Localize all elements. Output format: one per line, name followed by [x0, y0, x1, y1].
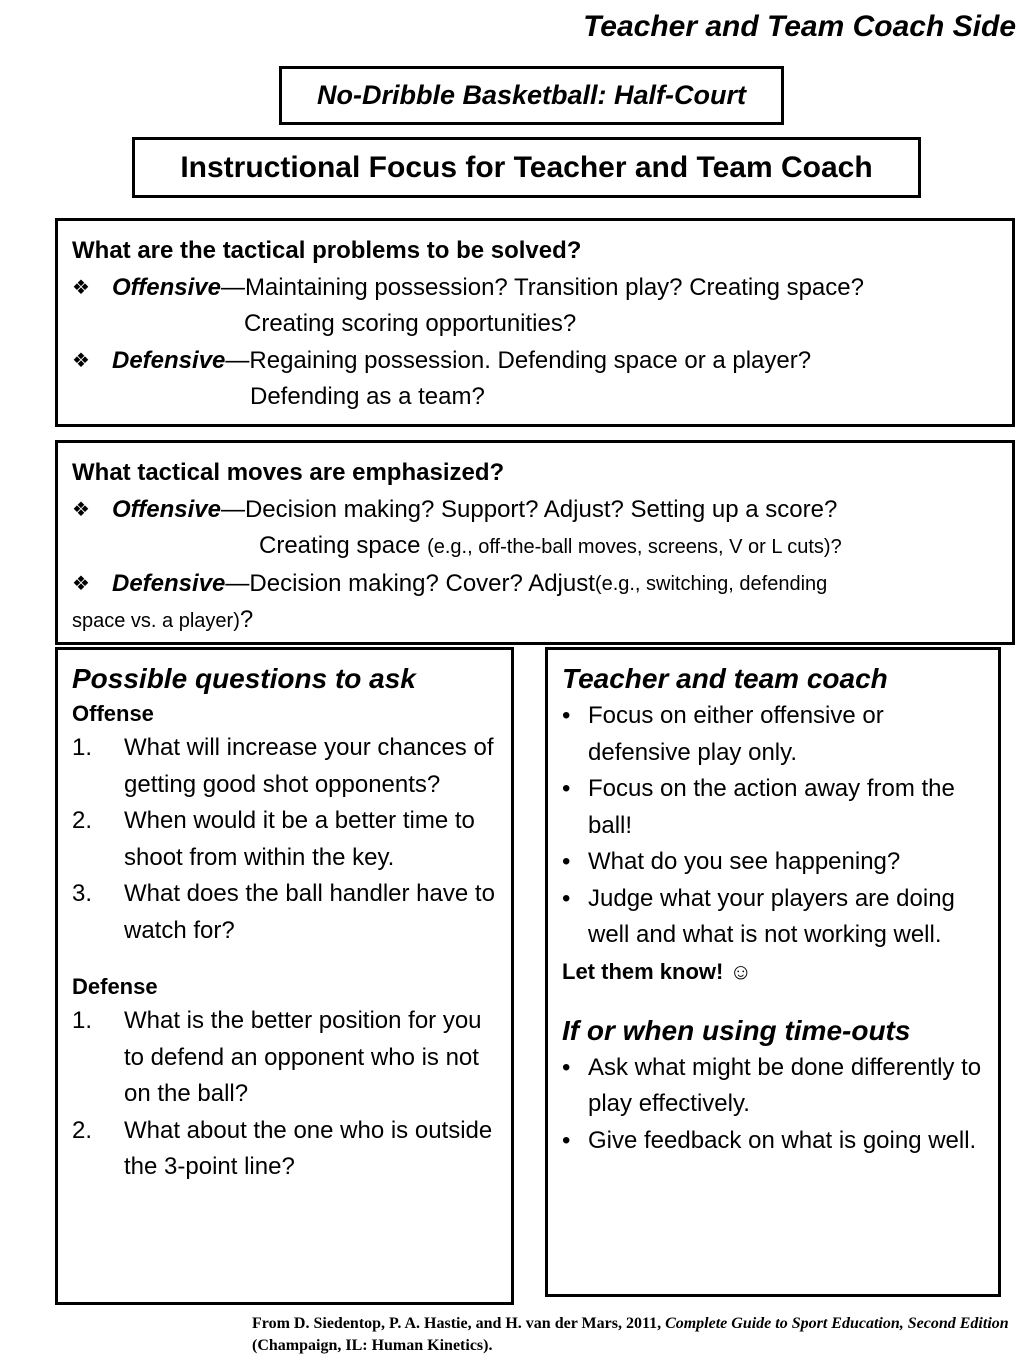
offensive-term: Offensive	[112, 273, 221, 301]
list-item	[72, 1003, 497, 1113]
game-title: No-Dribble Basketball: Half-Court	[316, 80, 747, 110]
offensive-problems-text: —Maintaining possession? Transition play? Creating space?	[220, 273, 864, 301]
citation-publisher: (Champaign, IL: Human Kinetics).	[252, 1337, 493, 1354]
bullet-icon: •	[562, 884, 571, 912]
question-text: What does the ball handler have to watch for?	[124, 880, 495, 944]
list-item	[72, 1113, 497, 1186]
bullet-icon: •	[562, 775, 571, 802]
defensive-moves-continuation	[72, 602, 998, 640]
timeouts-list	[562, 1050, 984, 1160]
offensive-moves-continuation	[72, 528, 998, 566]
defense-label: Defense	[72, 974, 158, 999]
coach-item-text: What do you see happening?	[588, 848, 901, 875]
defensive-problems-row	[72, 343, 998, 380]
defensive-moves-examples: (e.g., switching, defending	[594, 572, 828, 595]
tactical-moves-heading: What tactical moves are emphasized?	[72, 459, 505, 486]
diamond-bullet-icon: ❖	[72, 498, 90, 521]
list-number: 1.	[72, 734, 93, 761]
bullet-icon: •	[562, 1126, 571, 1154]
list-number: 2.	[72, 1116, 93, 1144]
citation-authors: From D. Siedentop, P. A. Hastie, and H. van der Mars, 2011,	[252, 1315, 666, 1332]
coach-item-text: Focus on either offensive or defensive play only.	[588, 702, 884, 766]
offensive-term: Offensive	[112, 495, 221, 523]
offense-label: Offense	[72, 701, 154, 726]
defense-questions-list	[72, 1003, 497, 1186]
offensive-moves-row	[72, 492, 998, 529]
list-item	[562, 881, 984, 954]
tactical-moves-box	[55, 440, 1015, 645]
offensive-problems-continuation: Creating scoring opportunities?	[244, 310, 577, 337]
defensive-problems-continuation: Defending as a team?	[250, 383, 485, 410]
offensive-moves-examples: (e.g., off-the-ball moves, screens, V or L cuts)?	[427, 536, 842, 558]
list-item	[562, 1050, 984, 1123]
timeout-item-text: Give feedback on what is going well.	[588, 1126, 977, 1154]
timeout-item-text: Ask what might be done differently to play effectively.	[588, 1053, 982, 1117]
question-text: When would it be a better time to shoot from within the key.	[124, 807, 475, 871]
game-title-box	[279, 66, 784, 125]
diamond-bullet-icon: ❖	[72, 349, 90, 372]
citation-book-title: Complete Guide to Sport Education, Second Edition	[665, 1315, 1009, 1332]
let-them-know: Let them know! ☺	[562, 958, 752, 984]
question-text: What about the one who is outside the 3-point line?	[124, 1116, 493, 1180]
offensive-problems-row	[72, 270, 998, 307]
question-text: What is the better position for you to defend an opponent who is not on the ball?	[124, 1007, 482, 1107]
list-number: 3.	[72, 880, 93, 907]
focus-title: Instructional Focus for Teacher and Team Coach	[180, 150, 873, 184]
bullet-icon: •	[562, 702, 571, 729]
offensive-moves-continuation-main: Creating space	[259, 532, 428, 559]
defensive-moves-row	[72, 566, 998, 603]
diamond-bullet-icon: ❖	[72, 276, 90, 299]
list-number: 2.	[72, 807, 93, 834]
teacher-coach-box	[545, 647, 1001, 1297]
bullet-icon: •	[562, 848, 571, 875]
list-item	[562, 1123, 984, 1160]
offense-questions-list	[72, 730, 497, 949]
timeouts-title: If or when using time-outs	[562, 1014, 911, 1046]
list-item	[562, 844, 984, 881]
defensive-moves-text: —Decision making? Cover? Adjust	[225, 569, 595, 597]
bullet-icon: •	[562, 1053, 571, 1081]
coach-list	[562, 698, 984, 954]
list-item	[72, 803, 497, 876]
list-item	[72, 730, 497, 803]
side-title: Teacher and Team Coach Side	[583, 10, 1016, 43]
focus-title-box	[132, 137, 921, 198]
defensive-problems-text: —Regaining possession. Defending space or a player?	[225, 346, 812, 374]
list-item	[562, 698, 984, 771]
defensive-term: Defensive	[112, 569, 226, 597]
coach-title: Teacher and team coach	[562, 663, 888, 694]
coach-item-text: Focus on the action away from the ball!	[588, 775, 955, 839]
list-number: 1.	[72, 1007, 93, 1034]
tactical-problems-heading: What are the tactical problems to be solved?	[72, 237, 582, 264]
question-text: What will increase your chances of getting good shot opponents?	[124, 734, 494, 798]
defensive-term: Defensive	[112, 346, 226, 374]
diamond-bullet-icon: ❖	[72, 572, 90, 595]
offensive-moves-text: —Decision making? Support? Adjust? Setting up a score?	[220, 495, 838, 523]
tactical-problems-box	[55, 218, 1015, 427]
list-item	[562, 771, 984, 844]
possible-questions-box	[55, 647, 514, 1305]
questions-title: Possible questions to ask	[72, 663, 416, 694]
citation	[252, 1313, 1012, 1357]
defensive-moves-question-mark: ?	[239, 606, 254, 633]
list-item	[72, 876, 497, 949]
defensive-moves-examples-end: space vs. a player)	[72, 610, 240, 632]
coach-item-text: Judge what your players are doing well and what is not working well.	[588, 884, 955, 948]
